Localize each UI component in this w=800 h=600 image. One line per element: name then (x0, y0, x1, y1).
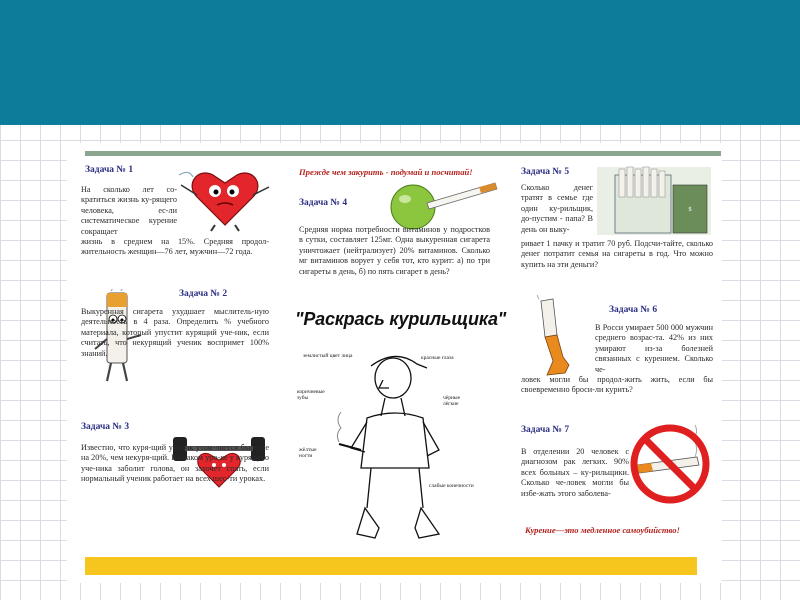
coloring-title: "Раскрась курильщика" (295, 309, 507, 329)
no-smoking-icon (627, 421, 713, 507)
cigarette-butt-icon (523, 295, 579, 383)
heart-mascot-icon (175, 165, 275, 233)
task6-text: ловек могли бы продол-жить жить, если бы своевременно броси-ли курить? (521, 375, 713, 395)
task1-title: Задача № 1 (85, 165, 134, 175)
task2-text: Выкуренная сигарета ухудшает мыслитель-ную деятельность в 4 раза. Определить % учебного материала, который упустит курящий уче-ник, если считать, что некурящий ученик воспримет 100% знаний. (81, 307, 269, 358)
task7-text: В отделении 20 человек с диагнозом рак легких. 90% всех больных – ку-рильщики. Сколько че-ловек могли бы избе-жать этого заболева- (521, 447, 629, 498)
label-eyes: красные глаза (421, 355, 454, 361)
task3-title: Задача № 3 (81, 422, 130, 432)
task6-text-a: В Росси умирает 500 000 мужчин среднего возрас-та. 42% из них умирают из-за болезней связанных с курением. Сколько че- (595, 323, 713, 374)
money-pack-icon (595, 165, 713, 237)
task7-title: Задача № 7 (521, 425, 570, 435)
task2-title: Задача № 2 (179, 289, 228, 299)
apple-cigarette-icon (387, 181, 503, 231)
smoking-boy-illustration (335, 338, 465, 548)
bottom-bar (85, 557, 697, 575)
label-nails: жёлтые ногти (299, 447, 317, 459)
label-teeth: коричневые зубы (297, 389, 325, 401)
label-limbs: слабые конечности (429, 483, 474, 489)
header-bar (0, 0, 800, 125)
task5-text: ривает 1 пачку и тратит 70 руб. Подсчи-тайте, сколько денег потратит семья на сигареты в год. Что можно купить на эти деньги? (521, 239, 713, 269)
leaflet-page (67, 143, 722, 583)
task1-text: жизнь в среднем на 15%. Средняя продол-жительность женщин—76 лет, мужчин—72 года. (81, 237, 269, 257)
task4-text: Средняя норма потребности витаминов у подростков в сутки, составляет 125мг. Одна выкуренная сигарета уничтожает (нейтрализует) 20% витаминов. Сколько мг витаминов ворует у себя тот, кто курит: а) по три сигареты в день, б) по пять сигарет в день? (299, 225, 490, 276)
task1-text-a: На сколько лет со-кратиться жизнь ку-рящего человека, ес-ли систематическое курение сокращает (81, 185, 177, 236)
middle-header: Прежде чем закурить - подумай и посчитай! (299, 167, 473, 177)
slogan: Курение—это медленное самоубийство! (525, 525, 680, 535)
task5-text-a: Сколько денег тратят в семье где один ку-рильщик, до-пустим - папа? В день он выку- (521, 183, 593, 234)
task5-title: Задача № 5 (521, 167, 570, 177)
label-lungs: чёрные лёгкие (443, 395, 461, 407)
label-face: землистый цвет лица (303, 353, 353, 359)
svg-text:$: $ (688, 207, 692, 213)
top-rule (85, 151, 721, 156)
task6-title: Задача № 6 (609, 305, 658, 315)
task3-text: Известно, что куря-щий ученик утом-ляется быстрее на 20%, чем некуря-щий. На каком уро-ке у курящего уче-ника заболит голова, он захочет спать, если нормальный ученик работает на всех шес-ти уроках. (81, 443, 269, 484)
task4-title: Задача № 4 (299, 198, 348, 208)
